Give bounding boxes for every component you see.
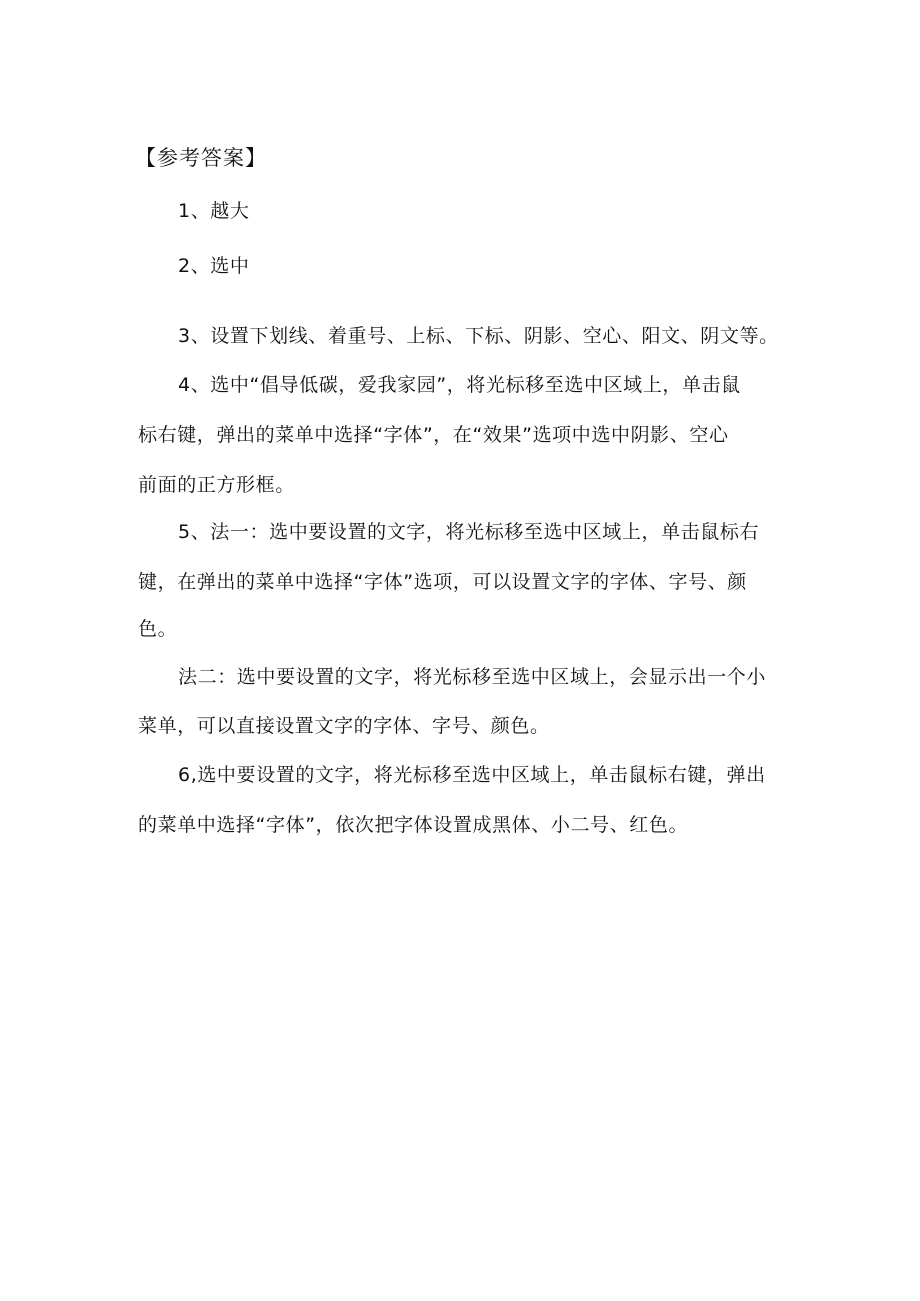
answer-heading: 【参考答案】 <box>135 146 267 170</box>
answer-2: 2、选中 <box>178 255 250 277</box>
answer-5b-line-1: 法二：选中要设置的文字，将光标移至选中区域上，会显示出一个小 <box>178 666 767 688</box>
answer-3: 3、设置下划线、着重号、上标、下标、阴影、空心、阳文、阴文等。 <box>178 325 779 347</box>
answer-4-line-3: 前面的正方形框。 <box>138 474 295 496</box>
answer-6-line-1: 6,选中要设置的文字，将光标移至选中区域上，单击鼠标右键，弹出 <box>178 764 766 786</box>
answer-6-line-2: 的菜单中选择“字体”，依次把字体设置成黑体、小二号、红色。 <box>138 814 689 836</box>
answer-5-line-3: 色。 <box>138 618 178 640</box>
answer-4-line-1: 4、选中“倡导低碳，爱我家园”，将光标移至选中区域上，单击鼠 <box>178 374 741 396</box>
answer-5b-line-2: 菜单，可以直接设置文字的字体、字号、颜色。 <box>138 715 550 737</box>
answer-4-line-2: 标右键，弹出的菜单中选择“字体”，在“效果”选项中选中阴影、空心 <box>138 424 729 446</box>
answer-5-line-2: 键，在弹出的菜单中选择“字体”选项，可以设置文字的字体、字号、颜 <box>138 571 747 593</box>
answer-5-line-1: 5、法一：选中要设置的文字，将光标移至选中区域上，单击鼠标右 <box>178 521 760 543</box>
answer-1: 1、越大 <box>178 200 250 222</box>
